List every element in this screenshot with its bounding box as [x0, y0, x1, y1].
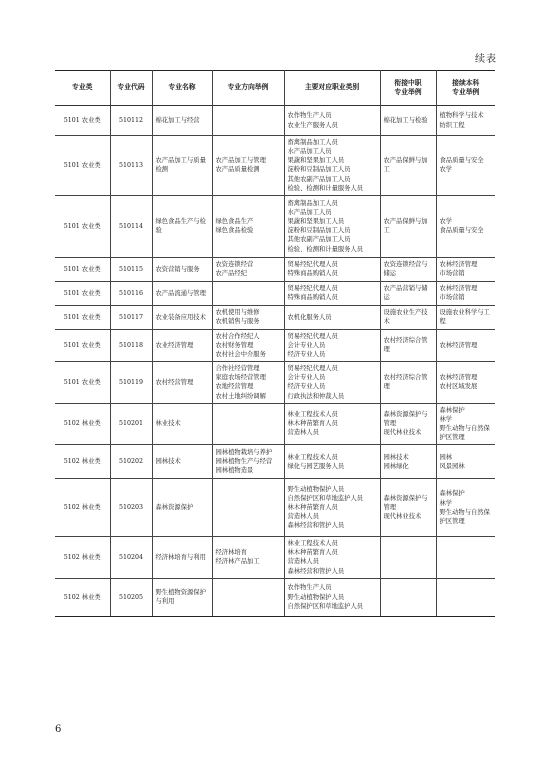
header-secondary-line-2: 专业举例	[394, 88, 422, 96]
cell-undergrad	[436, 195, 495, 257]
cell-jobs	[284, 106, 380, 136]
cell-jobs-line: 畜禽制品加工人员	[287, 199, 338, 207]
cell-jobs-line: 畜禽制品加工人员	[287, 139, 338, 146]
cell-jobs-line: 森林经营和管护人员	[287, 522, 345, 530]
cell-jobs-line: 其他农副产品加工人员	[287, 175, 351, 183]
cell-jobs-line: 野生动植物保护人员	[287, 593, 345, 601]
cell-undergrad-line: 纺织工程	[439, 121, 465, 129]
table-row	[55, 106, 495, 136]
cell-code: 510203	[110, 479, 152, 537]
cell-undergrad-line: 森林保护	[439, 406, 465, 414]
table-row	[55, 281, 495, 305]
cell-jobs-line: 水产品加工人员	[287, 148, 332, 156]
cell-category: 5102 林业类	[55, 537, 110, 579]
cell-code: 510201	[110, 403, 152, 445]
cell-jobs	[284, 195, 380, 257]
cell-code: 510112	[110, 106, 152, 136]
cell-secondary-line: 园林技术	[383, 453, 409, 461]
cell-secondary	[380, 257, 436, 281]
cell-category: 5101 农业类	[55, 136, 110, 196]
cell-jobs-line: 贸易经纪代理人员	[287, 285, 338, 293]
cell-secondary-line: 农产品保鲜与加工	[383, 218, 428, 235]
cell-secondary	[380, 537, 436, 579]
cell-jobs-line: 自然保护区和草地监护人员	[287, 494, 364, 502]
major-catalog-table	[55, 70, 495, 617]
cell-directions	[212, 403, 284, 445]
header-undergrad	[436, 71, 495, 106]
table-row	[55, 578, 495, 616]
header-name: 专业名称	[152, 71, 212, 106]
cell-directions	[212, 195, 284, 257]
cell-directions	[212, 445, 284, 479]
cell-code: 510116	[110, 281, 152, 305]
cell-category: 5101 农业类	[55, 257, 110, 281]
cell-directions	[212, 362, 284, 404]
cell-major-name: 林业技术	[152, 403, 212, 445]
cell-jobs-line: 经济专业人员	[287, 351, 326, 358]
cell-major-name: 农产品流通与管理	[152, 281, 212, 305]
cell-directions-line: 园林植物造景	[215, 467, 254, 475]
cell-jobs-line: 行政执法和仲裁人员	[287, 392, 345, 400]
cell-undergrad-line: 植物科学与技术	[439, 112, 484, 120]
cell-undergrad	[436, 136, 495, 196]
cell-jobs-line: 经济专业人员	[287, 383, 326, 391]
cell-secondary	[380, 445, 436, 479]
cell-jobs-line: 特殊商品购销人员	[287, 294, 338, 302]
cell-jobs	[284, 281, 380, 305]
cell-jobs-line: 其他农副产品加工人员	[287, 236, 351, 244]
table-row	[55, 479, 495, 537]
cell-undergrad	[436, 305, 495, 329]
cell-directions	[212, 257, 284, 281]
cell-directions	[212, 136, 284, 196]
cell-undergrad	[436, 106, 495, 136]
cell-secondary	[380, 578, 436, 616]
cell-major-name: 绿色食品生产与检验	[152, 195, 212, 257]
cell-undergrad-line: 农学	[439, 166, 453, 174]
cell-undergrad-line: 农林经济管理	[439, 341, 478, 349]
cell-major-name: 农业经济管理	[152, 329, 212, 361]
cell-jobs-line: 果蔬和坚果加工人员	[287, 157, 345, 165]
cell-directions	[212, 537, 284, 579]
cell-category: 5101 农业类	[55, 305, 110, 329]
cell-jobs-line: 林木种苗繁育人员	[287, 504, 338, 512]
cell-directions-line: 农产品质量检测	[215, 166, 260, 174]
cell-major-name: 森林资源保护	[152, 479, 212, 537]
cell-jobs-line: 检验、检测和计量服务人员	[287, 184, 364, 192]
cell-code: 510114	[110, 195, 152, 257]
cell-jobs-line: 农业生产服务人员	[287, 121, 338, 129]
cell-code: 510119	[110, 362, 152, 404]
cell-undergrad-line: 农村区域发展	[439, 383, 478, 391]
cell-undergrad-line: 野生动物与自然保护区管理	[439, 508, 490, 525]
cell-undergrad-line: 农学	[439, 218, 453, 226]
major-catalog-table-wrapper	[55, 70, 495, 617]
cell-jobs-line: 检验、检测和计量服务人员	[287, 245, 364, 253]
cell-jobs-line: 林木种苗繁育人员	[287, 549, 338, 557]
cell-undergrad-line: 农林经济管理	[439, 285, 478, 293]
cell-undergrad	[436, 445, 495, 479]
cell-secondary-line: 现代林业技术	[383, 513, 422, 521]
cell-undergrad-line: 市场营销	[439, 270, 465, 278]
cell-undergrad-line: 林学	[439, 499, 453, 507]
cell-jobs-line: 林业工程技术人员	[287, 411, 338, 419]
cell-secondary-line: 棉花加工与检验	[383, 116, 428, 124]
cell-undergrad-line: 设施农业科学与工程	[439, 309, 490, 326]
cell-category: 5101 农业类	[55, 329, 110, 361]
cell-code: 510204	[110, 537, 152, 579]
cell-undergrad	[436, 479, 495, 537]
cell-jobs-line: 淀粉和豆制品加工人员	[287, 227, 351, 235]
cell-secondary	[380, 403, 436, 445]
cell-secondary-line: 设施农业生产技术	[383, 309, 428, 326]
cell-undergrad-line: 风景园林	[439, 462, 465, 470]
cell-directions	[212, 106, 284, 136]
cell-directions-line: 农产品加工与管理	[215, 157, 266, 165]
cell-major-name: 经济林培育与利用	[152, 537, 212, 579]
cell-category: 5101 农业类	[55, 195, 110, 257]
cell-undergrad-line: 食品质量与安全	[439, 227, 484, 235]
cell-secondary-line: 农资连锁经营与储运	[383, 261, 428, 278]
cell-directions-line: 农村社会中介服务	[215, 351, 266, 358]
cell-undergrad-line: 市场营销	[439, 294, 465, 302]
table-row	[55, 329, 495, 361]
cell-jobs	[284, 445, 380, 479]
table-row	[55, 403, 495, 445]
cell-directions-line: 农产品经纪	[215, 270, 247, 278]
cell-directions-line: 合作社经营管理	[215, 365, 260, 373]
cell-category: 5102 林业类	[55, 578, 110, 616]
header-code: 专业代码	[110, 71, 152, 106]
cell-code: 510117	[110, 305, 152, 329]
page-number: 6	[55, 724, 62, 735]
cell-directions-line: 园林植物生产与经营	[215, 458, 273, 466]
cell-secondary-line: 农村经济综合管理	[383, 337, 428, 354]
cell-directions-line: 农村财务管理	[215, 341, 254, 349]
cell-directions	[212, 479, 284, 537]
cell-directions-line: 农机销售与服务	[215, 318, 260, 326]
table-header-row	[55, 71, 495, 106]
cell-secondary	[380, 281, 436, 305]
table-row	[55, 195, 495, 257]
cell-directions-line: 园林植物栽培与养护	[215, 448, 273, 456]
cell-jobs-line: 营造林人员	[287, 429, 319, 437]
table-row	[55, 305, 495, 329]
cell-jobs-line: 农作物生产人员	[287, 112, 332, 120]
cell-directions	[212, 305, 284, 329]
cell-jobs	[284, 537, 380, 579]
cell-major-name: 农资营销与服务	[152, 257, 212, 281]
cell-code: 510205	[110, 578, 152, 616]
table-row	[55, 136, 495, 196]
cell-jobs	[284, 329, 380, 361]
cell-jobs	[284, 403, 380, 445]
cell-category: 5102 林业类	[55, 479, 110, 537]
cell-secondary-line: 森林资源保护与管理	[383, 411, 428, 428]
cell-jobs-line: 林业工程技术人员	[287, 453, 338, 461]
cell-directions-line: 农资连锁经营	[215, 261, 254, 269]
cell-category: 5101 农业类	[55, 106, 110, 136]
cell-undergrad-line: 林学	[439, 415, 453, 423]
cell-category: 5102 林业类	[55, 403, 110, 445]
cell-secondary	[380, 362, 436, 404]
cell-secondary-line: 现代林业技术	[383, 429, 422, 437]
cell-secondary-line: 园林绿化	[383, 462, 409, 470]
cell-secondary	[380, 106, 436, 136]
table-row	[55, 257, 495, 281]
cell-code: 510113	[110, 136, 152, 196]
cell-jobs	[284, 257, 380, 281]
continued-label: 续表	[475, 54, 497, 65]
cell-secondary-line: 农产品保鲜与加工	[383, 157, 428, 174]
cell-directions-line: 家庭农场经营管理	[215, 374, 266, 382]
cell-jobs-line: 林业工程技术人员	[287, 540, 338, 548]
header-undergrad-line-1: 接续本科	[452, 78, 480, 87]
cell-directions	[212, 578, 284, 616]
cell-directions-line: 农地经营管理	[215, 383, 254, 391]
cell-major-name: 农村经营管理	[152, 362, 212, 404]
cell-undergrad	[436, 281, 495, 305]
cell-directions-line: 农村土地纠纷调解	[215, 392, 266, 400]
cell-directions-line: 农村合作经纪人	[215, 332, 260, 340]
cell-jobs-line: 贸易经纪代理人员	[287, 332, 338, 340]
cell-undergrad	[436, 329, 495, 361]
cell-code: 510118	[110, 329, 152, 361]
cell-jobs-line: 营造林人员	[287, 513, 319, 521]
cell-jobs-line: 贸易经纪代理人员	[287, 365, 338, 373]
cell-jobs-line: 野生动植物保护人员	[287, 485, 345, 493]
cell-jobs-line: 水产品加工人员	[287, 209, 332, 216]
cell-major-name: 农业装备应用技术	[152, 305, 212, 329]
cell-category: 5102 林业类	[55, 445, 110, 479]
cell-directions-line: 农机使用与维修	[215, 309, 260, 317]
cell-secondary-line: 农产品营销与储运	[383, 285, 428, 302]
cell-directions-line: 经济林产品加工	[215, 558, 260, 566]
cell-jobs-line: 特殊商品购销人员	[287, 270, 338, 278]
cell-jobs	[284, 578, 380, 616]
cell-undergrad	[436, 362, 495, 404]
cell-secondary	[380, 305, 436, 329]
cell-category: 5101 农业类	[55, 362, 110, 404]
cell-jobs-line: 果蔬和坚果加工人员	[287, 218, 345, 226]
cell-undergrad-line: 农林经济管理	[439, 261, 478, 269]
cell-jobs	[284, 362, 380, 404]
cell-undergrad	[436, 403, 495, 445]
cell-undergrad-line: 园林	[439, 453, 453, 461]
cell-undergrad	[436, 537, 495, 579]
cell-jobs-line: 农作物生产人员	[287, 584, 332, 592]
header-secondary	[380, 71, 436, 106]
cell-undergrad-line: 森林保护	[439, 490, 465, 498]
cell-undergrad	[436, 578, 495, 616]
cell-code: 510115	[110, 257, 152, 281]
cell-jobs-line: 自然保护区和草地监护人员	[287, 602, 364, 610]
cell-jobs	[284, 479, 380, 537]
cell-secondary-line: 农村经济综合管理	[383, 374, 428, 391]
table-row	[55, 445, 495, 479]
header-secondary-line-1: 衔接中职	[394, 78, 422, 87]
cell-jobs	[284, 136, 380, 196]
cell-directions	[212, 329, 284, 361]
cell-secondary	[380, 195, 436, 257]
cell-undergrad	[436, 257, 495, 281]
table-body	[55, 106, 495, 617]
cell-directions-line: 经济林培育	[215, 549, 247, 557]
table-row	[55, 362, 495, 404]
cell-jobs-line: 绿化与园艺服务人员	[287, 462, 345, 470]
header-direction: 专业方向举例	[212, 71, 284, 106]
cell-secondary	[380, 329, 436, 361]
cell-secondary	[380, 136, 436, 196]
cell-jobs-line: 森林经营和管护人员	[287, 567, 345, 575]
cell-secondary-line: 森林资源保护与管理	[383, 494, 428, 512]
cell-directions-line: 绿色食品检验	[215, 227, 254, 235]
cell-undergrad-line: 农林经济管理	[439, 374, 478, 382]
cell-major-name: 园林技术	[152, 445, 212, 479]
cell-jobs-line: 会计专业人员	[287, 374, 326, 382]
cell-jobs-line: 营造林人员	[287, 558, 319, 566]
cell-directions-line: 绿色食品生产	[215, 218, 254, 226]
cell-jobs-line: 农机化服务人员	[287, 313, 332, 321]
cell-undergrad-line: 野生动物与自然保护区管理	[439, 424, 490, 441]
header-category: 专业类	[55, 71, 110, 106]
cell-jobs	[284, 305, 380, 329]
cell-jobs-line: 淀粉和豆制品加工人员	[287, 166, 351, 174]
cell-undergrad-line: 食品质量与安全	[439, 157, 484, 165]
cell-secondary	[380, 479, 436, 537]
header-undergrad-line-2: 专业举例	[452, 88, 480, 96]
table-row	[55, 537, 495, 579]
header-jobs: 主要对应职业类别	[284, 71, 380, 106]
cell-major-name: 农产品加工与质量检测	[152, 136, 212, 196]
cell-jobs-line: 会计专业人员	[287, 341, 326, 349]
cell-code: 510202	[110, 445, 152, 479]
cell-major-name: 野生植物资源保护与利用	[152, 578, 212, 616]
cell-category: 5101 农业类	[55, 281, 110, 305]
cell-directions	[212, 281, 284, 305]
cell-jobs-line: 贸易经纪代理人员	[287, 261, 338, 269]
cell-jobs-line: 林木种苗繁育人员	[287, 420, 338, 428]
cell-major-name: 棉花加工与经营	[152, 106, 212, 136]
